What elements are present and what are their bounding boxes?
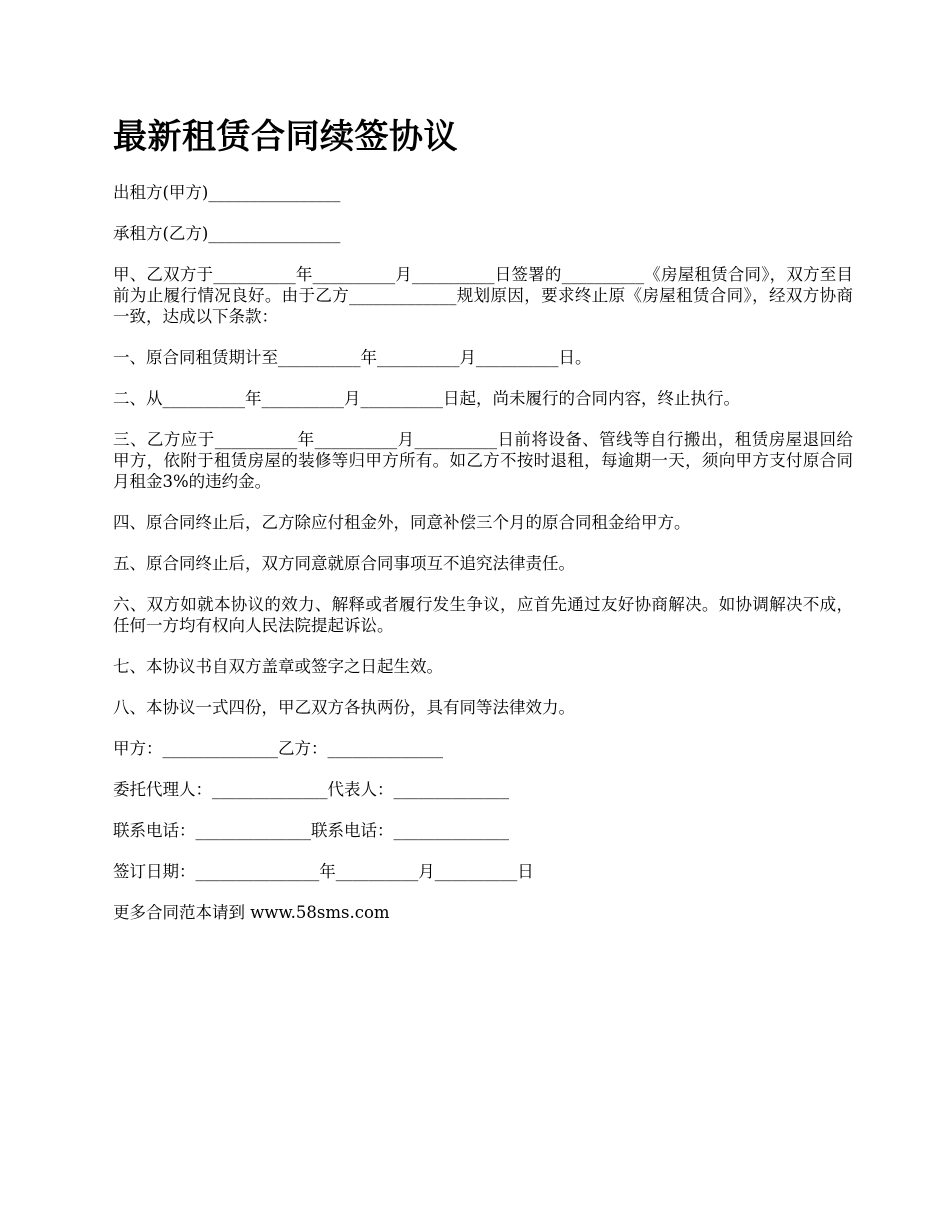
clause-6: 六、双方如就本协议的效力、解释或者履行发生争议，应首先通过友好协商解决。如协调解决不成，任何一方均有权向人民法院提起诉讼。 xyxy=(113,595,853,635)
signing-date-line: 签订日期：_______________年__________月__________日 xyxy=(113,862,534,881)
clause-1: 一、原合同租赁期计至__________年__________月__________日。 xyxy=(113,348,592,367)
document-title: 最新租赁合同续签协议 xyxy=(113,117,458,157)
agent-representative-line: 委托代理人：______________代表人：______________ xyxy=(113,780,509,799)
clause-2: 二、从__________年__________月__________日起，尚未履行的合同内容，终止执行。 xyxy=(113,389,740,408)
footer-note: 更多合同范本请到 www.58sms.com xyxy=(113,903,390,922)
clause-8: 八、本协议一式四份，甲乙双方各执两份，具有同等法律效力。 xyxy=(113,698,575,717)
signature-parties-line: 甲方：______________乙方：______________ xyxy=(113,739,443,758)
clause-7: 七、本协议书自双方盖章或签字之日起生效。 xyxy=(113,657,443,676)
preamble-paragraph: 甲、乙双方于__________年__________月__________日签署的__________《房屋租赁合同》，双方至目前为止履行情况良好。由于乙方_____________规划原因，要求终止原《房屋租赁合同》，经双方协商一致，达成以下条款： xyxy=(113,265,853,326)
document-page xyxy=(113,112,853,943)
clause-3: 三、乙方应于__________年__________月__________日前将设备、管线等自行搬出，租赁房屋退回给甲方，依附于租赁房屋的装修等归甲方所有。如乙方不按时退租，每逾期一天，须向甲方支付原合同月租金3%的违约金。 xyxy=(113,430,853,491)
clause-5: 五、原合同终止后，双方同意就原合同事项互不追究法律责任。 xyxy=(113,554,575,573)
lessor-line: 出租方(甲方)________________ xyxy=(113,183,341,202)
clause-4: 四、原合同终止后，乙方除应付租金外，同意补偿三个月的原合同租金给甲方。 xyxy=(113,513,691,532)
contact-phone-line: 联系电话：______________联系电话：______________ xyxy=(113,821,509,840)
lessee-line: 承租方(乙方)________________ xyxy=(113,224,341,243)
